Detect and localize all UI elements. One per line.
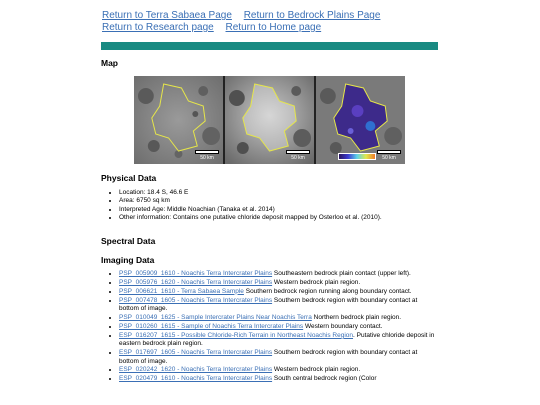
image-link[interactable]: ESP_016207_1615 - Possible Chloride-Rich Terrain in Northeast Noachis Region [119,331,354,339]
list-item [119,349,439,366]
map-panel-context [134,76,223,164]
physical-data-heading: Physical Data [101,173,157,183]
physical-data-list [112,189,439,223]
image-link[interactable]: PSP_010049_1625 - Sample Intercrater Plains Near Noachis Terra [119,314,312,322]
list-item: • Area: 6750 sq km [119,197,439,205]
scale-bar-3: 50 km [377,150,401,161]
map-heading: Map [101,58,118,68]
list-item: • Other information: Contains one putative chloride deposit mapped by Osterloo et al. (2010). [119,214,439,222]
top-navigation [102,10,389,34]
nav-row-1 [102,10,389,22]
image-link[interactable]: ESP_020479_1610 - Noachis Terra Intercrater Plains [119,375,273,383]
list-item [119,270,439,278]
list-item [119,288,439,296]
image-link[interactable]: PSP_010260_1615 - Sample of Noachis Terra Intercrater Plains [119,322,304,330]
list-item [119,332,439,349]
return-research-link[interactable]: Return to Research page [102,22,214,33]
return-bedrock-plains-link[interactable]: Return to Bedrock Plains Page [243,10,381,21]
list-item [119,314,439,322]
nav-row-2 [102,22,389,34]
list-item: • Location: 18.4 S, 46.6 E [119,189,439,197]
return-terra-sabaea-link[interactable]: Return to Terra Sabaea Page [102,10,232,21]
image-link[interactable]: PSP_006621_1610 - Terra Sabaea Sample [119,287,244,295]
image-link[interactable]: PSP_005976_1620 - Noachis Terra Intercrater Plains [119,278,273,286]
image-description: Southern bedrock region with boundary contact at bottom of image. [119,349,418,365]
return-home-link[interactable]: Return to Home page [225,22,322,33]
list-item [119,366,439,374]
list-item: • Interpreted Age: Middle Noachian (Tanaka et al. 2014) [119,206,439,214]
image-description: . Putative chloride deposit in eastern bedrock plain region. [119,331,435,348]
list-item [119,323,439,331]
list-item [119,279,439,287]
imaging-data-list [112,270,439,384]
list-item [119,297,439,314]
scale-bar-1: 50 km [195,150,219,161]
image-link[interactable]: PSP_007478_1605 - Noachis Terra Intercrater Plains [119,296,273,304]
image-description: Western boundary contact. [303,322,383,330]
image-link[interactable]: PSP_005909_1610 - Noachis Terra Intercrater Plains [119,270,273,277]
imaging-data-heading: Imaging Data [101,255,155,265]
map-panel-thermal [225,76,314,164]
image-description: Western bedrock plain region. [272,366,361,374]
list-item [119,375,439,383]
map-image-strip [134,76,405,164]
image-link[interactable]: ESP_017697_1605 - Noachis Terra Intercrater Plains [119,349,273,357]
color-scale-bar [338,153,376,160]
image-description: Southeastern bedrock plain contact (upper left). [272,270,411,277]
map-panel-colorized [316,76,405,164]
image-description: South central bedrock region (Color [272,375,377,383]
spectral-data-heading: Spectral Data [101,236,156,246]
header-divider-bar [101,42,438,50]
image-description: Southern bedrock region with boundary contact at bottom of image. [119,296,418,313]
image-link[interactable]: ESP_020242_1620 - Noachis Terra Intercrater Plains [119,366,273,374]
image-description: Southern bedrock region running along boundary contact. [243,287,412,295]
image-description: Northern bedrock plain region. [311,314,402,322]
scale-bar-2: 50 km [286,150,310,161]
image-description: Western bedrock plain region. [272,278,361,286]
